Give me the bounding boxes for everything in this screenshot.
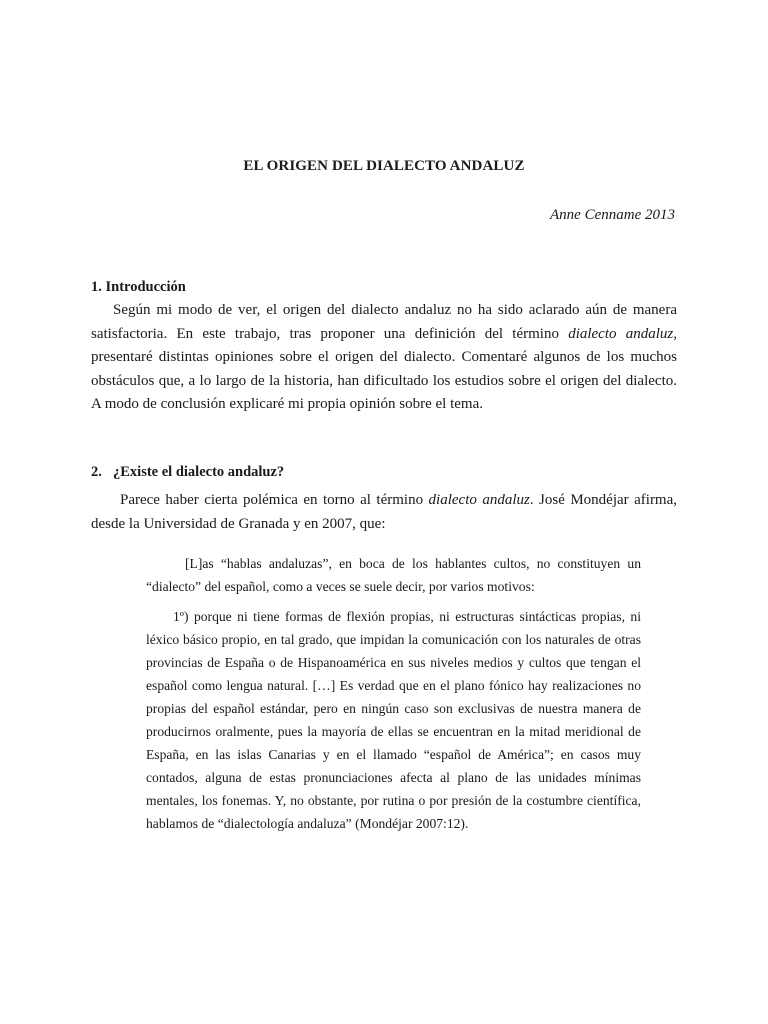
section-heading-existe xyxy=(91,464,284,481)
section-number: 2. xyxy=(91,464,102,480)
introduction-text-a: Según mi modo de ver, el origen del dialecto andaluz no ha sido aclarado aún de manera satisfactoria. En este trabajo, tras proponer una definición del término xyxy=(91,302,677,342)
quote-body-text: 1º) porque ni tiene formas de flexión propias, ni estructuras sintácticas propias, ni léxico básico propio, en tal grado, que impidan la comunicación con los naturales de otras provincias de España o de Hispanoamérica en sus niveles medios y cultos que tengan el español como lengua natural. […] Es verdad que en el plano fónico hay realizaciones no propias del español estándar, pero en ningún caso son exclusivas de nuestra manera de producirnos oralmente, pues la mayoría de ellas se encuentran en la mitad meridional de España, en las islas Canarias y en el llamado “español de América”; en casos muy contados, alguna de estas pronunciaciones afecta al plano de las unidades mínimas mentales, los fonemas. Y, no obstante, por rutina o por presión de la costumbre científica, hablamos de “dialectología andaluza” (Mondéjar 2007:12). xyxy=(146,609,641,831)
introduction-term: dialecto andaluz xyxy=(568,325,674,342)
quote-intro-text: [L]as “hablas andaluzas”, en boca de los hablantes cultos, no constituyen un “dialecto” del español, como a veces se suele decir, por varios motivos: xyxy=(146,556,641,594)
section2-text-b: . José Mondéjar afirma, desde la Universidad de Granada y en 2007, que: xyxy=(91,492,678,532)
section-heading-text: ¿Existe el dialecto andaluz? xyxy=(113,464,285,480)
author-line: Anne Cenname 2013 xyxy=(550,207,675,223)
block-quote-intro xyxy=(146,552,641,598)
section2-term: dialecto andaluz xyxy=(428,492,530,508)
section-heading-introduccion: 1. Introducción xyxy=(91,279,186,295)
introduction-paragraph xyxy=(91,299,677,417)
block-quote-body xyxy=(146,605,641,835)
document-title: EL ORIGEN DEL DIALECTO ANDALUZ xyxy=(243,158,525,174)
section2-paragraph xyxy=(91,488,677,536)
introduction-text-b: , presentaré distintas opiniones sobre el origen del dialecto. Comentaré algunos de los muchos obstáculos que, a lo largo de la historia, han dificultado los estudios sobre el origen del dialecto. A modo de conclusión explicaré mi propia opinión sobre el tema. xyxy=(91,325,677,412)
section2-text-a: Parece haber cierta polémica en torno al término xyxy=(120,492,429,508)
